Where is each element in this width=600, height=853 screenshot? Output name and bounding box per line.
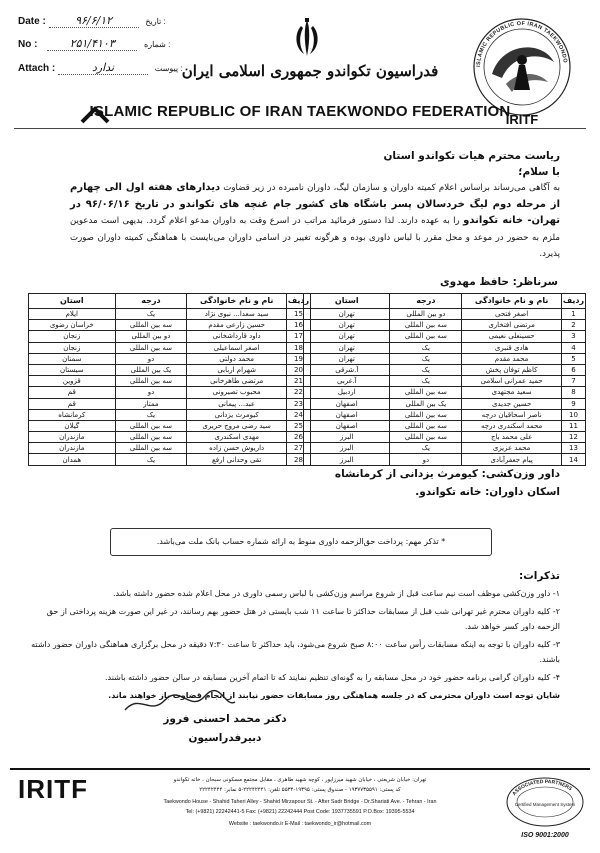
row-number: 23 <box>287 398 311 409</box>
referee-name: حمید عمرانی اسلامی <box>462 376 562 387</box>
referee-province: اصفهان <box>304 409 390 420</box>
table-row <box>304 409 586 420</box>
referee-province: تهران <box>304 331 390 342</box>
referee-name: سعید مجتهدی <box>462 387 562 398</box>
date-label: Date : <box>18 16 46 27</box>
footer-web-en: Website : taekwondo.ir E-Mail : taekwondo_ir@hotmail.com <box>228 821 372 827</box>
col-grade: درجه <box>115 294 187 309</box>
row-number: 8 <box>562 387 586 398</box>
referee-grade: سه بین المللی <box>115 342 187 353</box>
table-row <box>304 353 586 364</box>
table-row <box>29 353 311 364</box>
referee-province: اردبیل <box>304 387 390 398</box>
referee-name: سید رضی مروج حریری <box>187 420 287 431</box>
attach-label-fa: پیوست : <box>154 64 183 73</box>
referee-grade: سه بین المللی <box>390 387 462 398</box>
notes-final: شایان توجه است داوران محترمی که در جلسه هماهنگی روز مسابقات حضور نیابند از انجام قضاوت باز خواهند ماند. <box>108 691 560 700</box>
referee-name: داود قارداشخانی <box>187 331 287 342</box>
row-number: 20 <box>287 364 311 375</box>
referee-province: آ.غربی <box>304 376 390 387</box>
date-value: ۹۶/۶/۱۲ <box>49 14 139 28</box>
note-item: ۴- کلیه داوران گرامی برنامه حضور خود در محل مسابقه را به گونه‌ای تنظیم نمایند که تا اتمام آخرین مسابقه در سالن حضور داشته باشند. <box>105 673 560 682</box>
header-rule <box>14 128 586 129</box>
row-number: 28 <box>287 454 311 465</box>
row-number: 24 <box>287 409 311 420</box>
table-row <box>29 409 311 420</box>
table-row <box>29 432 311 443</box>
referee-province: اصفهان <box>304 398 390 409</box>
row-number: 4 <box>562 342 586 353</box>
weighin-referee: داور وزن‌کشی: کیومرث یزدانی از کرمانشاه <box>334 468 560 480</box>
referee-province: مازندران <box>29 432 116 443</box>
referee-name: هادی قنبری <box>462 342 562 353</box>
iso-label: ISO 9001:2000 <box>521 832 569 839</box>
recipient: ریاست محترم هیات تکواندو استان <box>383 150 560 162</box>
referee-province: خراسان رضوی <box>29 320 116 331</box>
referee-province: زنجان <box>29 331 116 342</box>
referee-province: گیلان <box>29 420 116 431</box>
referee-grade: یک <box>390 364 462 375</box>
referee-name: عبد... پیمانی <box>187 398 287 409</box>
referee-grade: سه بین المللی <box>115 376 187 387</box>
referee-grade: یک <box>115 454 187 465</box>
referee-grade: یک <box>390 353 462 364</box>
row-number: 7 <box>562 376 586 387</box>
referee-name: حسینعلی نعیمی <box>462 331 562 342</box>
row-number: 13 <box>562 443 586 454</box>
signatory-name: دکتر محمد احسنی فروز <box>163 713 287 725</box>
footer-phone-en: Tel: (+9821) 22242441-5 Fax: (+9821) 22242444 Post Code: 1937735591 P.O.Box: 19395-5534 <box>185 809 415 815</box>
referee-name: تقی وحدانی ارفع <box>187 454 287 465</box>
referee-grade: یک <box>115 309 187 320</box>
row-number: 26 <box>287 432 311 443</box>
referee-province: همدان <box>29 454 116 465</box>
referee-province: البرز <box>304 443 390 454</box>
col-row: ردیف <box>287 294 311 309</box>
supervisor: سرناظر: حافظ مهدوی <box>440 276 558 288</box>
iso-certification-icon <box>505 776 585 828</box>
referee-grade: ممتاز <box>115 398 187 409</box>
row-number: 10 <box>562 409 586 420</box>
col-province: استان <box>304 294 390 309</box>
row-number: 27 <box>287 443 311 454</box>
table-row <box>304 376 586 387</box>
referee-name: حسین زارعی مقدم <box>187 320 287 331</box>
referee-grade: دو <box>115 353 187 364</box>
iso-inner-text: Certified Management System <box>514 802 576 807</box>
greeting: با سلام؛ <box>518 166 560 178</box>
row-number: 2 <box>562 320 586 331</box>
federation-name-fa: فدراسیون تکواندو جمهوری اسلامی ایران <box>181 62 439 80</box>
row-number: 1 <box>562 309 586 320</box>
row-number: 17 <box>287 331 311 342</box>
referee-province: سیستان <box>29 364 116 375</box>
referee-grade: سه بین المللی <box>115 443 187 454</box>
referee-name: اصغر فتحی <box>462 309 562 320</box>
row-number: 16 <box>287 320 311 331</box>
iso-ring-text: ASSOCIATED PARTNERS <box>511 778 573 797</box>
table-row <box>29 443 311 454</box>
referee-province: مازندران <box>29 443 116 454</box>
referee-grade: سه بین المللی <box>390 420 462 431</box>
referee-grade: یک بین المللی <box>390 398 462 409</box>
referee-grade: سه بین المللی <box>115 320 187 331</box>
logo-ring-text: ISLAMIC REPUBLIC OF IRAN TAEKWONDO <box>475 20 568 68</box>
row-number: 6 <box>562 364 586 375</box>
table-row <box>29 420 311 431</box>
attach-row <box>18 61 183 75</box>
table-row <box>304 364 586 375</box>
referee-province: البرز <box>304 432 390 443</box>
referee-name: محمد دولتی <box>187 353 287 364</box>
row-number: 21 <box>287 376 311 387</box>
referee-name: مرتضی افتخاری <box>462 320 562 331</box>
referee-grade: یک <box>115 409 187 420</box>
federation-name-en: ISLAMIC REPUBLIC OF IRAN TAEKWONDO FEDERATION <box>89 103 511 120</box>
table-row <box>29 342 311 353</box>
row-number: 3 <box>562 331 586 342</box>
col-row: ردیف <box>562 294 586 309</box>
referee-province: ایلام <box>29 309 116 320</box>
referee-name: حسین جدیدی <box>462 398 562 409</box>
row-number: 9 <box>562 398 586 409</box>
referee-grade: سه بین المللی <box>390 320 462 331</box>
referee-grade: یک <box>390 376 462 387</box>
row-number: 19 <box>287 353 311 364</box>
referee-name: اصغر اسماعیلی <box>187 342 287 353</box>
col-name: نام و نام خانوادگی <box>187 294 287 309</box>
referee-name: محبوب تصیرونی <box>187 387 287 398</box>
referee-name: پیام جعفرآبادی <box>462 454 562 465</box>
iran-emblem-icon <box>290 18 324 58</box>
logo-abbr: IRITF <box>505 112 539 127</box>
referee-province: کرمانشاه <box>29 409 116 420</box>
row-number: 11 <box>562 420 586 431</box>
signatory-title: دبیرفدراسیون <box>188 732 262 744</box>
referee-province: تهران <box>304 309 390 320</box>
referee-grade: سه بین المللی <box>390 409 462 420</box>
table-row <box>29 320 311 331</box>
letter-body-pre: به آگاهی می‌رساند براساس اعلام کمیته داوران و سازمان لیگ، داوران نامبرده در زیر قضاوت <box>223 183 560 193</box>
col-name: نام و نام خانوادگی <box>462 294 562 309</box>
note-item: ۱- داور وزن‌کشی موظف است نیم ساعت قبل از شروع مراسم وزن‌کشی با لباس رسمی داوری در محل اعلام شده حضور داشته باشد. <box>112 589 560 598</box>
footer-rule <box>10 768 590 770</box>
row-number: 18 <box>287 342 311 353</box>
footer-logo: IRITF <box>18 774 88 804</box>
referees-table-1 <box>303 293 586 466</box>
referee-grade: دو <box>115 387 187 398</box>
col-grade: درجه <box>390 294 462 309</box>
referee-province: البرز <box>304 454 390 465</box>
row-number: 14 <box>562 454 586 465</box>
table-row <box>29 387 311 398</box>
number-label-fa: شماره : <box>144 40 171 49</box>
referee-name: ناصر اسحاقیان درچه <box>462 409 562 420</box>
table-row <box>304 398 586 409</box>
number-row <box>18 37 170 51</box>
letter-body-bold: دیدارهای هفته اول الی چهارم از مرحله دوم لیگ خردسالان پسر باشگاه های کشور جام غنچه های تکواندو در تاریخ ۹۶/۰۶/۱۶ در تهران- خانه تکواندو <box>70 182 561 226</box>
table-row <box>29 331 311 342</box>
referee-name: کاظم توفان پخش <box>462 364 562 375</box>
table-row <box>304 454 586 465</box>
table-row <box>29 398 311 409</box>
row-number: 22 <box>287 387 311 398</box>
referee-province: تهران <box>304 320 390 331</box>
referee-name: محمد اسکندری درچه <box>462 420 562 431</box>
referee-grade: سه بین المللی <box>390 432 462 443</box>
referee-grade: دو <box>390 454 462 465</box>
referee-grade: یک <box>390 443 462 454</box>
referee-name: شهرام اربابی <box>187 364 287 375</box>
col-province: استان <box>29 294 116 309</box>
referee-grade: دو بین المللی <box>390 309 462 320</box>
table-row <box>29 364 311 375</box>
table-row <box>29 376 311 387</box>
row-number: 5 <box>562 353 586 364</box>
referee-name: کیومرث یزدانی <box>187 409 287 420</box>
date-label-fa: تاریخ : <box>145 17 166 26</box>
referee-name: محمد عزیزی <box>462 443 562 454</box>
note-item: ۲- کلیه داوران محترم غیر تهرانی شب قبل از مسابقات حداکثر تا ساعت ۱۱ شب بایستی در هتل حضور بهم رسانند، در غیر این صورت هزینه پرداختی از حق الزحمه داور کسر خواهد شد. <box>46 607 560 631</box>
table-row <box>29 454 311 465</box>
table-row <box>304 387 586 398</box>
table-row <box>304 320 586 331</box>
referee-province: تهران <box>304 353 390 364</box>
table-row <box>304 342 586 353</box>
note-item: ۳- کلیه داوران با توجه به اینکه مسابقات رأس ساعت ۸:۰۰ صبح شروع می‌شود، باید حداکثر تا ساعت ۷:۳۰ دقیقه در محل برگزاری هماهنگی داوران حضور داشته باشند. <box>31 640 560 664</box>
important-notice: * تذکر مهم: پرداخت حق‌الزحمه داوری منوط به ارائه شماره حساب بانک ملت می‌باشد. <box>110 528 492 556</box>
notes-title: تذکرات: <box>519 570 560 582</box>
table-row <box>304 443 586 454</box>
referee-province: قم <box>29 387 116 398</box>
referee-province: قزوین <box>29 376 116 387</box>
footer-address-en: Taekwondo House - Shahid Taheri Alley - Shahid Mirzapour St. - After Sadr Bridge - Dr.Shariati Ave. - Tehran - Iran <box>163 799 437 805</box>
table-row <box>304 420 586 431</box>
referee-name: علی محمد باج <box>462 432 562 443</box>
referee-province: اصفهان <box>304 420 390 431</box>
referee-grade: سه بین المللی <box>115 420 187 431</box>
table-row <box>304 309 586 320</box>
referee-grade: یک بین المللی <box>115 364 187 375</box>
referee-grade: دو بین المللی <box>115 331 187 342</box>
row-number: 25 <box>287 420 311 431</box>
table-row <box>29 309 311 320</box>
number-value: ۲۵۱/۴۱۰۳ <box>47 37 137 51</box>
row-number: 15 <box>287 309 311 320</box>
attach-label: Attach : <box>18 63 56 74</box>
letter-body-post: را به عهده دارند. لذا دستور فرمائید مراتب در اسرع وقت به داوران مدعو اعلام گردد. بدیهی است مدعوین ملزم به حضور در موعد و محل مقرر با لباس داوری بوده و هرگونه تغییر در اسامی داوران می‌بایست با هماهنگی کمیته داوران صورت پذیرد. <box>70 216 560 259</box>
referee-name: سید سعدا... نبوی نژاد <box>187 309 287 320</box>
letter-body <box>70 180 560 263</box>
lodging: اسکان داوران: خانه تکواندو. <box>415 486 560 498</box>
attach-value: ندارد <box>58 61 148 75</box>
referee-grade: سه بین المللی <box>115 432 187 443</box>
footer-address-fa: تهران: خیابان شریعتی ، خیابان شهید میرزاپور ، کوچه شهید طاهری ، مقابل مجتمع مسکونی سبحان ، خانه تکواندو <box>173 777 427 783</box>
referee-name: مرتضی طاهرخانی <box>187 376 287 387</box>
referee-province: سمنان <box>29 353 116 364</box>
referee-name: داریوش حسن زاده <box>187 443 287 454</box>
referee-grade: یک <box>390 342 462 353</box>
date-row <box>18 14 166 28</box>
table-row <box>304 432 586 443</box>
table-row <box>304 331 586 342</box>
footer-postal-fa: کد پستی: ۱۹۳۷۷۳۵۵۹۱ - صندوق پستی: ۱۹۳۹۵-۵۵۳۴ تلفن: ۲۲۲۴۲۴۴۱-۵ نمابر: ۲۲۲۴۲۴۴۴ <box>199 787 401 793</box>
referee-province: قم <box>29 398 116 409</box>
referee-name: مهدی اسکندری <box>187 432 287 443</box>
referees-table-2 <box>28 293 311 466</box>
referee-province: تهران <box>304 342 390 353</box>
referee-grade: سه بین المللی <box>390 331 462 342</box>
number-label: No : <box>18 39 38 50</box>
referee-province: زنجان <box>29 342 116 353</box>
referee-name: محمد مقدم <box>462 353 562 364</box>
referee-province: آ.شرقی <box>304 364 390 375</box>
row-number: 12 <box>562 432 586 443</box>
